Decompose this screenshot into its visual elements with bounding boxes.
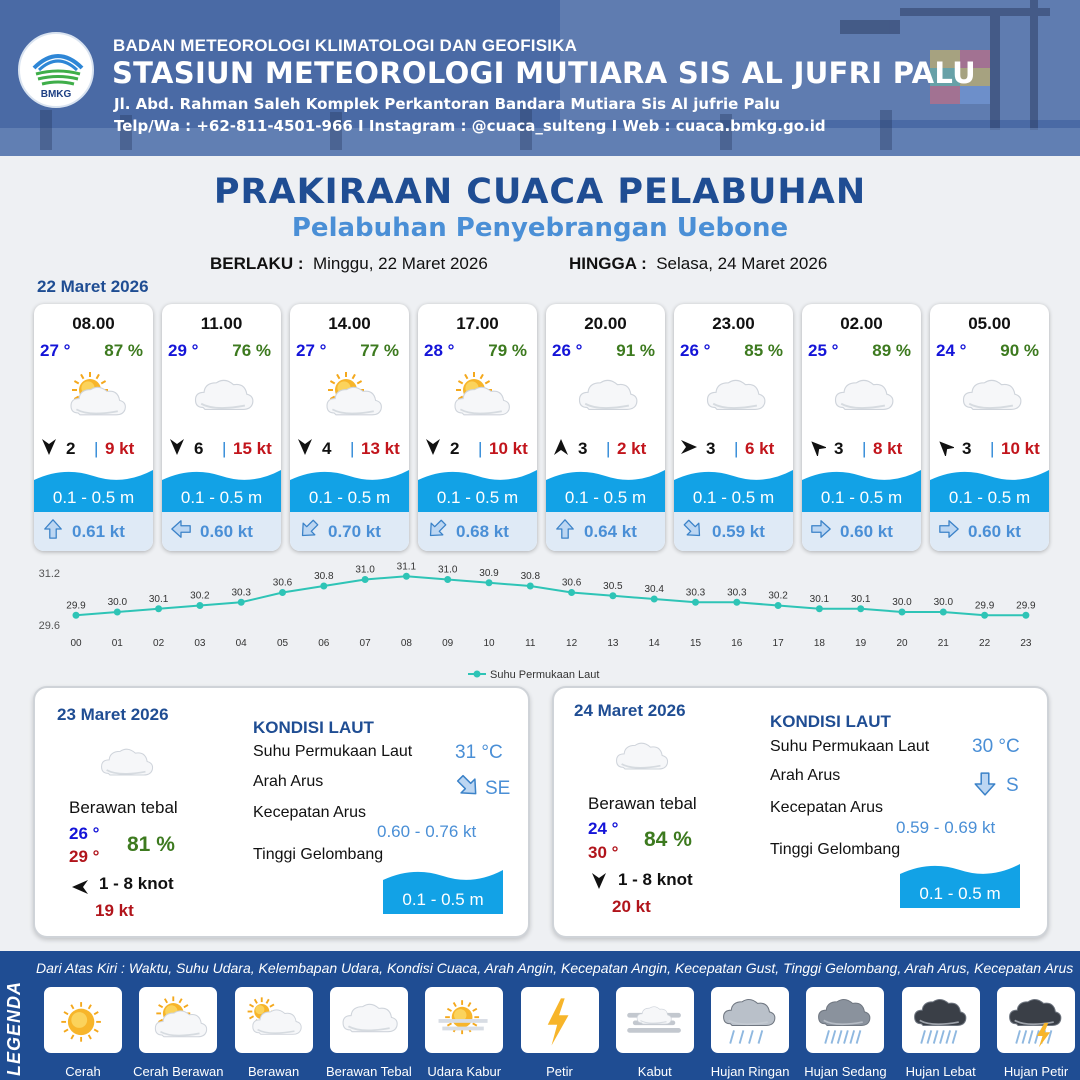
current-direction-icon — [938, 518, 960, 540]
sea-condition-title: KONDISI LAUT — [253, 718, 374, 737]
sst-data-label: 29.9 — [974, 600, 995, 612]
weather-icon — [572, 370, 642, 424]
gust-speed: 15 kt — [233, 439, 272, 458]
current-direction-icon — [170, 518, 192, 540]
current-direction-icon — [42, 518, 64, 540]
logo-text: BMKG — [40, 89, 72, 100]
sst-line — [76, 576, 1026, 615]
gust-speed: 10 kt — [489, 439, 528, 458]
legend-item-label: Cerah — [65, 1064, 101, 1079]
sst-point — [1022, 612, 1029, 619]
hour-humidity: 91 % — [616, 341, 655, 360]
wave-value: 0.1 - 0.5 m — [402, 890, 484, 909]
day-wind-speed: 1 - 8 knot — [99, 874, 174, 893]
x-tick-label: 12 — [566, 638, 578, 649]
valid-from-label: BERLAKU : — [210, 254, 304, 273]
weather-icon — [188, 370, 258, 424]
sst-data-label: 30.0 — [892, 597, 912, 608]
hour-time: 05.00 — [968, 314, 1011, 333]
legend-item-label: Cerah Berawan — [133, 1064, 224, 1079]
sst-point — [362, 576, 369, 583]
sst-point — [733, 599, 740, 606]
current-direction-icon — [455, 773, 481, 799]
wave-height: 0.1 - 0.5 m — [692, 488, 775, 507]
haze-icon — [431, 991, 497, 1049]
sst-point — [609, 592, 616, 599]
sst-point — [196, 602, 203, 609]
legend-item-label: Kabut — [637, 1064, 672, 1079]
page-subtitle: Pelabuhan Penyebrangan Uebone — [291, 213, 789, 243]
weather-icon — [93, 740, 159, 788]
wind-direction-icon — [71, 878, 89, 896]
hour-time: 20.00 — [584, 314, 627, 333]
x-tick-label: 04 — [235, 638, 247, 649]
legend-item — [44, 987, 122, 1053]
sst-chart — [0, 556, 1080, 686]
current-speed: 0.59 kt — [712, 522, 765, 541]
valid-to — [569, 254, 827, 274]
valid-to-label: HINGGA : — [569, 254, 647, 273]
current-direction-label: Arah Arus — [253, 773, 324, 790]
hour-humidity: 76 % — [232, 341, 271, 360]
day-condition: Berawan tebal — [588, 794, 697, 813]
valid-from-value: Minggu, 22 Maret 2026 — [312, 254, 488, 273]
thunderstorm-icon — [1003, 991, 1069, 1049]
hour-card — [674, 304, 793, 551]
legend-item-label: Udara Kabur — [427, 1064, 502, 1079]
station-contact: Telp/Wa : +62-811-4501-966 I Instagram : @cuaca_sulteng I Web : cuaca.bmkg.go.id — [114, 117, 826, 135]
separator: | — [478, 439, 483, 458]
wave-height: 0.1 - 0.5 m — [948, 488, 1031, 507]
sst-point — [320, 583, 327, 590]
sst-data-label: 30.2 — [190, 590, 210, 602]
heavy-rain-icon — [908, 991, 974, 1049]
weather-icon — [60, 370, 130, 424]
legend-item — [139, 987, 217, 1053]
day-temp-min: 26 ° — [69, 824, 100, 843]
sea-condition-title: KONDISI LAUT — [770, 712, 891, 731]
current-direction-icon — [682, 518, 704, 540]
x-tick-label: 18 — [813, 638, 825, 649]
gust-speed: 8 kt — [873, 439, 903, 458]
sst-point — [775, 602, 782, 609]
sst-data-label: 30.5 — [603, 580, 623, 592]
x-tick-label: 00 — [70, 638, 82, 649]
x-tick-label: 07 — [359, 638, 371, 649]
current-direction-icon — [554, 518, 576, 540]
legend-label: Suhu Permukaan Laut — [490, 669, 600, 681]
current-speed-value: 0.60 - 0.76 kt — [377, 822, 477, 841]
current-speed: 0.70 kt — [328, 522, 381, 541]
sst-point — [651, 596, 658, 603]
x-tick-label: 23 — [1020, 638, 1032, 649]
sst-data-label: 30.6 — [272, 577, 293, 589]
sst-data-label: 30.0 — [107, 597, 128, 608]
legend-panel — [0, 951, 1080, 1080]
sst-value: 30 °C — [972, 736, 1020, 757]
legend-item — [806, 987, 884, 1053]
current-speed: 0.60 kt — [200, 522, 253, 541]
gust-speed: 2 kt — [617, 439, 647, 458]
legend-item — [997, 987, 1075, 1053]
day-condition: Berawan tebal — [69, 798, 178, 817]
sst-data-label: 30.3 — [685, 587, 706, 599]
sst-data-label: 30.1 — [148, 593, 169, 605]
legend-item-label: Hujan Sedang — [804, 1064, 887, 1079]
legend-item-label: Hujan Petir — [1003, 1064, 1069, 1079]
legend-item — [235, 987, 313, 1053]
valid-to-value: Selasa, 24 Maret 2026 — [656, 254, 828, 273]
wind-direction-icon — [424, 438, 442, 456]
weather-icon — [956, 370, 1026, 424]
sst-data-label: 31.0 — [437, 564, 458, 576]
sst-point — [238, 599, 245, 606]
sst-point — [403, 573, 410, 580]
hour-temp: 25 ° — [808, 341, 839, 360]
sst-point — [444, 576, 451, 583]
separator: | — [862, 439, 867, 458]
hour-time: 17.00 — [456, 314, 499, 333]
current-speed: 0.60 kt — [840, 522, 893, 541]
wave-height: 0.1 - 0.5 m — [180, 488, 263, 507]
wind-speed: 2 — [450, 439, 460, 458]
page-title: PRAKIRAAN CUACA PELABUHAN — [213, 172, 867, 212]
org-name: BADAN METEOROLOGI KLIMATOLOGI DAN GEOFISIKA — [113, 36, 578, 55]
sst-data-label: 30.4 — [644, 584, 664, 595]
day-temp-max: 29 ° — [69, 847, 100, 866]
x-tick-label: 11 — [525, 638, 536, 649]
sst-data-label: 30.8 — [314, 571, 334, 582]
bmkg-logo — [18, 32, 94, 108]
wind-direction-icon — [680, 438, 698, 456]
day-humidity: 81 % — [127, 833, 175, 856]
x-tick-label: 21 — [937, 638, 949, 649]
hour-humidity: 77 % — [360, 341, 399, 360]
sst-point — [114, 609, 121, 616]
sst-data-label: 30.9 — [479, 567, 499, 579]
cloud-icon — [336, 991, 402, 1049]
weather-icon — [316, 370, 386, 424]
hour-time: 14.00 — [328, 314, 371, 333]
wave-height: 0.1 - 0.5 m — [820, 488, 903, 507]
hour-temp: 27 ° — [296, 341, 327, 360]
hour-time: 02.00 — [840, 314, 883, 333]
sun-cloud-icon — [145, 991, 211, 1049]
valid-from — [210, 254, 488, 274]
x-tick-label: 01 — [111, 638, 123, 649]
wind-direction-icon — [40, 438, 58, 456]
day-gust: 20 kt — [612, 897, 651, 916]
wave-height: 0.1 - 0.5 m — [436, 488, 519, 507]
sst-point — [857, 605, 864, 612]
sst-data-label: 30.2 — [768, 590, 788, 602]
current-speed: 0.60 kt — [968, 522, 1021, 541]
wave-label: Tinggi Gelombang — [253, 846, 384, 863]
legend-title: LEGENDA — [4, 980, 24, 1076]
current-speed: 0.61 kt — [72, 522, 125, 541]
hour-card — [802, 304, 921, 551]
hour-humidity: 85 % — [744, 341, 783, 360]
header-banner — [0, 0, 1080, 156]
hour-card — [162, 304, 281, 551]
sst-data-label: 30.3 — [231, 587, 251, 599]
wind-speed: 6 — [194, 439, 204, 458]
hour-time: 08.00 — [72, 314, 115, 333]
legend-item — [711, 987, 789, 1053]
hour-humidity: 90 % — [1000, 341, 1039, 360]
logo-emblem — [22, 38, 94, 90]
legend-item-label: Berawan Tebal — [326, 1064, 412, 1079]
current-speed: 0.64 kt — [584, 522, 637, 541]
legend-item — [521, 987, 599, 1053]
sst-point — [73, 612, 80, 619]
wave-label: Tinggi Gelombang — [770, 841, 901, 858]
separator: | — [990, 439, 995, 458]
weather-icon — [608, 734, 674, 782]
x-tick-label: 09 — [442, 638, 454, 649]
gust-speed: 13 kt — [361, 439, 400, 458]
sst-label: Suhu Permukaan Laut — [770, 738, 930, 755]
separator: | — [222, 439, 227, 458]
sst-data-label: 31.0 — [355, 564, 375, 576]
sst-data-label: 29.9 — [66, 600, 86, 612]
current-direction-label: Arah Arus — [770, 767, 841, 784]
day-forecast-box — [552, 686, 1049, 938]
x-tick-label: 19 — [855, 638, 867, 649]
legend-description: Dari Atas Kiri : Waktu, Suhu Udara, Kelembapan Udara, Kondisi Cuaca, Arah Angin, Kecepatan Angin, Kecepatan Gust, Tinggi Gelombang, Arah Arus, Kecepatan Arus — [36, 960, 1074, 976]
hour-card — [290, 304, 409, 551]
light-rain-icon — [717, 991, 783, 1049]
x-tick-label: 20 — [896, 638, 908, 649]
wind-direction-icon — [296, 438, 314, 456]
hour-humidity: 89 % — [872, 341, 911, 360]
current-speed-value: 0.59 - 0.69 kt — [896, 818, 996, 837]
sst-point — [981, 612, 988, 619]
separator: | — [734, 439, 739, 458]
sst-data-label: 30.1 — [809, 593, 830, 605]
x-tick-label: 02 — [153, 638, 165, 649]
sun-icon — [50, 991, 116, 1049]
x-tick-label: 08 — [400, 638, 412, 649]
sst-point — [940, 609, 947, 616]
sst-label: Suhu Permukaan Laut — [253, 743, 413, 760]
x-tick-label: 22 — [979, 638, 991, 649]
sst-point — [816, 605, 823, 612]
wave-value: 0.1 - 0.5 m — [919, 884, 1001, 903]
legend-item — [330, 987, 408, 1053]
fog-icon — [622, 991, 688, 1049]
gust-speed: 10 kt — [1001, 439, 1040, 458]
current-direction-icon — [298, 518, 320, 540]
sst-point — [568, 589, 575, 596]
gust-speed: 6 kt — [745, 439, 775, 458]
station-address: Jl. Abd. Rahman Saleh Komplek Perkantoran Bandara Mutiara Sis Al jufrie Palu — [114, 95, 781, 113]
day-date: 24 Maret 2026 — [574, 701, 686, 720]
legend-item — [902, 987, 980, 1053]
current-speed-label: Kecepatan Arus — [253, 804, 366, 821]
hour-temp: 26 ° — [680, 341, 711, 360]
wind-speed: 2 — [66, 439, 76, 458]
sst-point — [279, 589, 286, 596]
x-tick-label: 13 — [607, 638, 619, 649]
x-tick-label: 10 — [483, 638, 495, 649]
legend-marker — [474, 671, 481, 678]
sst-data-label: 30.6 — [561, 577, 582, 589]
current-direction-value: S — [1006, 775, 1019, 796]
sst-point — [155, 605, 162, 612]
current-direction-value: SE — [485, 778, 511, 799]
wind-speed: 4 — [322, 439, 332, 458]
hour-temp: 26 ° — [552, 341, 583, 360]
day-wind-speed: 1 - 8 knot — [618, 870, 693, 889]
sst-data-label: 29.9 — [1016, 600, 1036, 612]
sst-data-label: 30.1 — [850, 593, 871, 605]
partly-cloudy-icon — [241, 991, 307, 1049]
hour-time: 11.00 — [200, 314, 243, 333]
hour-card — [930, 304, 1049, 551]
wind-speed: 3 — [706, 439, 716, 458]
hour-temp: 29 ° — [168, 341, 199, 360]
day-forecast-box — [33, 686, 530, 938]
legend-item — [425, 987, 503, 1053]
x-tick-label: 03 — [194, 638, 206, 649]
y-tick-label: 31.2 — [38, 568, 60, 580]
current-direction-icon — [972, 771, 998, 797]
hour-humidity: 87 % — [104, 341, 143, 360]
wind-speed: 3 — [962, 439, 972, 458]
hour-card — [546, 304, 665, 551]
legend-item-label: Hujan Ringan — [710, 1064, 790, 1079]
sst-data-label: 30.8 — [520, 571, 541, 582]
x-tick-label: 15 — [689, 638, 702, 649]
day-temp-min: 24 ° — [588, 819, 619, 838]
wind-direction-icon — [552, 438, 570, 456]
hour-temp: 27 ° — [40, 341, 71, 360]
weather-icon — [828, 370, 898, 424]
legend-side — [0, 951, 34, 1080]
hourly-date: 22 Maret 2026 — [37, 277, 149, 296]
sst-point — [692, 599, 699, 606]
x-tick-label: 16 — [731, 638, 743, 649]
wind-direction-icon — [936, 438, 954, 456]
x-tick-label: 14 — [648, 638, 660, 649]
y-tick-label: 29.6 — [38, 620, 60, 632]
current-speed-label: Kecepatan Arus — [770, 799, 883, 816]
sst-point — [899, 609, 906, 616]
legend-item-label: Hujan Lebat — [905, 1064, 976, 1079]
wave-height: 0.1 - 0.5 m — [52, 488, 135, 507]
separator: | — [94, 439, 99, 458]
sst-data-label: 31.1 — [396, 561, 417, 573]
sst-data-label: 30.3 — [727, 587, 747, 599]
sst-point — [527, 583, 534, 590]
sst-point — [486, 579, 493, 586]
lightning-icon — [527, 991, 593, 1049]
legend-item-label: Berawan — [247, 1064, 300, 1079]
current-direction-icon — [810, 518, 832, 540]
weather-icon — [700, 370, 770, 424]
day-temp-max: 30 ° — [588, 843, 619, 862]
sst-data-label: 30.0 — [933, 597, 954, 608]
hour-temp: 24 ° — [936, 341, 967, 360]
hour-card — [34, 304, 153, 551]
sst-value: 31 °C — [455, 742, 503, 763]
hour-temp: 28 ° — [424, 341, 455, 360]
separator: | — [606, 439, 611, 458]
day-date: 23 Maret 2026 — [57, 705, 169, 724]
wave-height: 0.1 - 0.5 m — [564, 488, 647, 507]
wind-speed: 3 — [578, 439, 588, 458]
moderate-rain-icon — [812, 991, 878, 1049]
hour-card — [418, 304, 537, 551]
station-name: STASIUN METEOROLOGI MUTIARA SIS AL JUFRI PALU — [112, 56, 977, 90]
hour-time: 23.00 — [712, 314, 755, 333]
wind-direction-icon — [168, 438, 186, 456]
separator: | — [350, 439, 355, 458]
weather-icon — [444, 370, 514, 424]
wave-height: 0.1 - 0.5 m — [308, 488, 391, 507]
legend-item — [616, 987, 694, 1053]
day-gust: 19 kt — [95, 901, 134, 920]
legend-item-label: Petir — [546, 1064, 573, 1079]
x-tick-label: 17 — [772, 638, 784, 649]
hour-humidity: 79 % — [488, 341, 527, 360]
current-speed: 0.68 kt — [456, 522, 509, 541]
current-direction-icon — [426, 518, 448, 540]
gust-speed: 9 kt — [105, 439, 135, 458]
x-tick-label: 06 — [318, 638, 330, 649]
wind-direction-icon — [590, 872, 608, 890]
day-humidity: 84 % — [644, 828, 692, 851]
x-tick-label: 05 — [276, 638, 289, 649]
wind-direction-icon — [808, 438, 826, 456]
wind-speed: 3 — [834, 439, 844, 458]
